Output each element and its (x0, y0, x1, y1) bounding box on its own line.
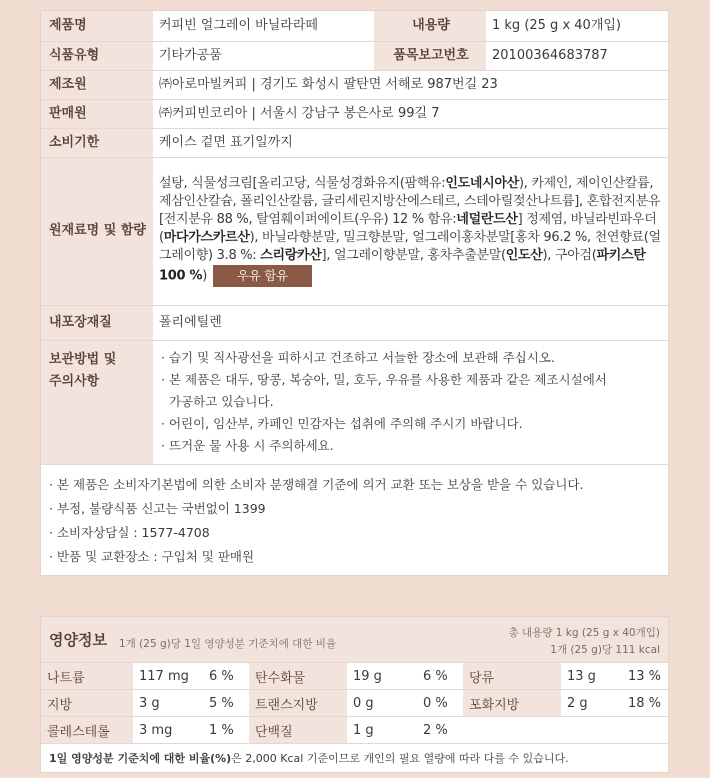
food-type-label: 식품유형 (41, 41, 153, 70)
nutrient-name: 지방 (41, 690, 133, 717)
nutrient-name: 포화지방 (463, 690, 561, 717)
storage-list (153, 340, 668, 464)
nutrition-subtitle: 1개 (25 g)당 1일 영양성분 기준치에 대한 비율 (119, 638, 337, 650)
ingredients-label: 원재료명 및 함량 (41, 157, 153, 305)
nutrient-percent: 6 % (203, 663, 249, 690)
seller-label: 판매원 (41, 99, 153, 128)
consumer-notes (41, 465, 668, 577)
seller: ㈜커피빈코리아 | 서울시 강남구 봉은사로 99길 7 (153, 99, 668, 128)
report-no: 20100364683787 (486, 41, 668, 70)
storage-item: · 어린이, 임산부, 카페인 민감자는 섭취에 주의해 주시기 바랍니다. (161, 415, 523, 431)
nutrient-percent: 1 % (203, 717, 249, 744)
nutrition-row (41, 690, 668, 717)
nutrient-percent: 2 % (417, 717, 463, 744)
food-type: 기타가공품 (153, 41, 374, 70)
nutrition-header (41, 617, 668, 662)
nutrition-card (40, 616, 669, 773)
nutrient-name: 나트륨 (41, 663, 133, 690)
product-info-table (41, 11, 668, 465)
nutrient-amount: 117 mg (133, 663, 203, 690)
product-name-label: 제품명 (41, 11, 153, 41)
nutrient-name: 당류 (463, 663, 561, 690)
nutrient-percent: 0 % (417, 690, 463, 717)
nutrient-name: 단백질 (249, 717, 347, 744)
maker-label: 제조원 (41, 70, 153, 99)
storage-label: 보관방법 및 주의사항 (41, 340, 153, 464)
note-item: · 본 제품은 소비자기본법에 의한 소비자 분쟁해결 기준에 의거 교환 또는 보상을 받을 수 있습니다. (49, 476, 584, 492)
expiry: 케이스 겉면 표기일까지 (153, 128, 668, 157)
storage-item: · 뜨거운 물 사용 시 주의하세요. (161, 437, 334, 453)
storage-item: 가공하고 있습니다. (169, 393, 274, 409)
storage-item: · 습기 및 직사광선을 피하시고 건조하고 서늘한 장소에 보관해 주십시오. (161, 349, 555, 365)
ingredients-text: 설탕, 식물성크림[올리고당, 식물성경화유지(팜핵유:인도네시아산), 카제인, 제이인산칼륨, 제삼인산칼슘, 폴리인산칼륨, 글리세린지방산에스테르, 스테아릴젖산나트륨], 혼합전지분유[전지분유 88 %, 탈염훼이퍼에이트(우유) 12 % 함유:네덜란드산] 정제염, 바닐라빈파우더(마다가스카르산), 바닐라향분말, 밀크향분말, 얼그레이홍차분말[홍차 96.2 %, 천연향료(얼그레이향) 3.8 %: 스리랑카산], 얼그레이향분말, 홍차추출분말(인도산), 구아검(파키스탄 100 %) 우유 함유 (153, 157, 668, 305)
storage-item: · 본 제품은 대두, 땅콩, 복숭아, 밀, 호두, 우유를 사용한 제품과 같은 제조시설에서 (161, 371, 607, 387)
nutrient-empty (622, 717, 668, 744)
nutrition-title: 영양정보 (49, 631, 107, 649)
nutrient-amount: 3 g (133, 690, 203, 717)
nutrient-name: 트랜스지방 (249, 690, 347, 717)
nutrient-name: 콜레스테롤 (41, 717, 133, 744)
nutrient-empty (561, 717, 622, 744)
nutrient-name: 탄수화물 (249, 663, 347, 690)
note-item: · 반품 및 교환장소 : 구입처 및 판매원 (49, 548, 255, 564)
content-label: 내용량 (374, 11, 486, 41)
nutrient-percent: 6 % (417, 663, 463, 690)
maker: ㈜아로마빌커피 | 경기도 화성시 팔탄면 서해로 987번길 23 (153, 70, 668, 99)
note-item: · 소비자상담실 : 1577-4708 (49, 524, 210, 540)
nutrition-footer: 1일 영양성분 기준치에 대한 비율(%)은 2,000 Kcal 기준이므로 개인의 필요 열량에 따라 다를 수 있습니다. (41, 743, 668, 772)
packaging-label: 내포장재질 (41, 305, 153, 340)
expiry-label: 소비기한 (41, 128, 153, 157)
content-value: 1 kg (25 g x 40개입) (486, 11, 668, 41)
nutrition-total: 총 내용량 1 kg (25 g x 40개입) 1개 (25 g)당 111 kcal (508, 627, 660, 656)
nutrient-amount: 1 g (347, 717, 417, 744)
nutrient-amount: 13 g (561, 663, 622, 690)
note-item: · 부정, 불량식품 신고는 국번없이 1399 (49, 500, 266, 516)
nutrient-percent: 13 % (622, 663, 668, 690)
nutrient-empty (463, 717, 561, 744)
allergen-badge: 우유 함유 (213, 265, 312, 287)
nutrient-amount: 2 g (561, 690, 622, 717)
nutrition-row (41, 717, 668, 744)
nutrient-amount: 3 mg (133, 717, 203, 744)
nutrient-percent: 5 % (203, 690, 249, 717)
product-name: 커피빈 얼그레이 바닐라라떼 (153, 11, 374, 41)
packaging: 폴리에틸렌 (153, 305, 668, 340)
nutrition-row (41, 663, 668, 690)
nutrient-amount: 0 g (347, 690, 417, 717)
report-no-label: 품목보고번호 (374, 41, 486, 70)
product-info-card (40, 10, 669, 576)
nutrient-percent: 18 % (622, 690, 668, 717)
nutrition-table (41, 662, 668, 743)
nutrient-amount: 19 g (347, 663, 417, 690)
